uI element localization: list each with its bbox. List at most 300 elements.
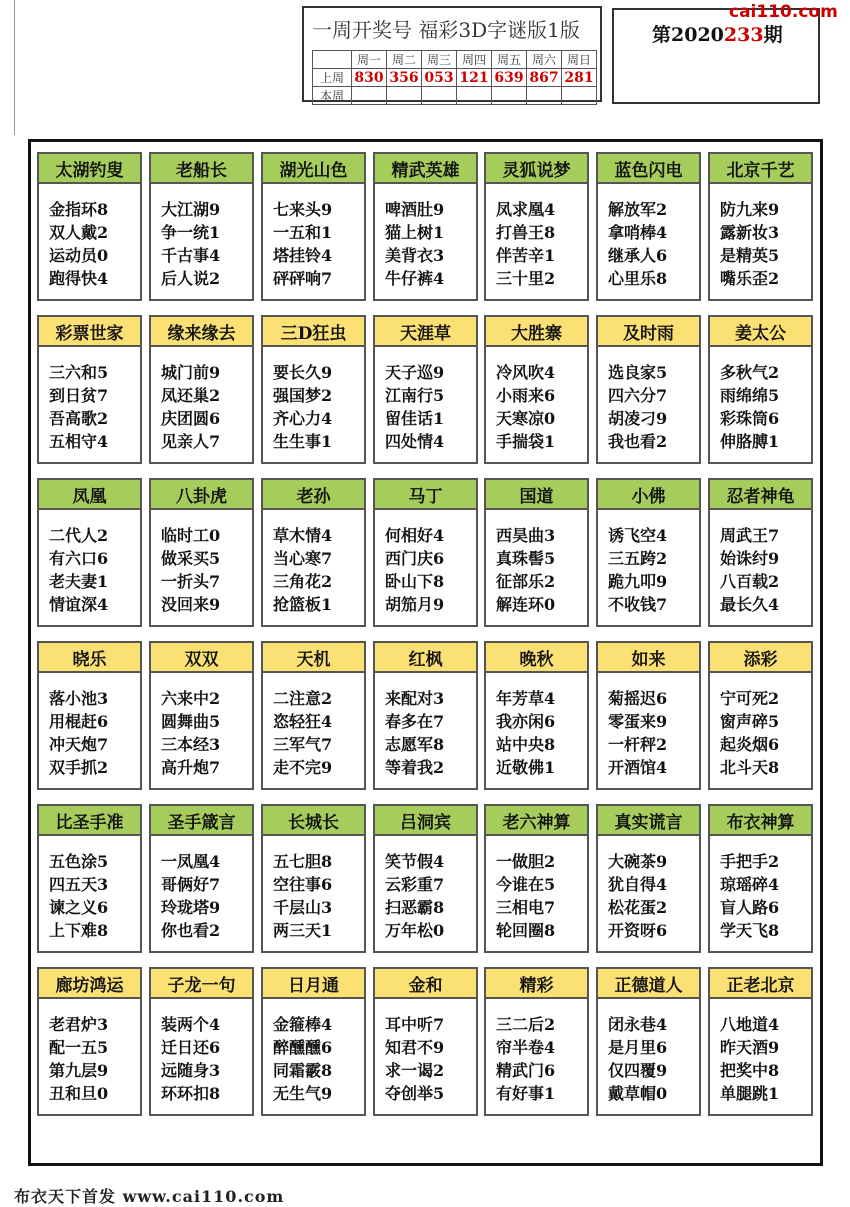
puzzle-line: 六来中2 bbox=[161, 689, 221, 708]
card-title: 精彩 bbox=[486, 969, 587, 999]
puzzle-line: 装两个4 bbox=[161, 1015, 221, 1034]
puzzle-line: 高升炮7 bbox=[161, 758, 221, 777]
puzzle-line: 双人戴2 bbox=[49, 223, 109, 242]
puzzle-line: 春多在7 bbox=[385, 712, 445, 731]
puzzle-card bbox=[708, 478, 813, 627]
puzzle-line: 庆团圆6 bbox=[161, 409, 221, 428]
puzzle-line: 二代人2 bbox=[49, 526, 109, 545]
day-header: 周二 bbox=[387, 51, 422, 69]
puzzle-line: 万年松0 bbox=[385, 921, 445, 940]
puzzle-line: 露新妆3 bbox=[720, 223, 780, 242]
puzzle-card bbox=[708, 804, 813, 953]
puzzle-line: 继承人6 bbox=[608, 246, 668, 265]
puzzle-card bbox=[149, 315, 254, 464]
puzzle-line: 草木情4 bbox=[273, 526, 333, 545]
puzzle-line: 你也看2 bbox=[161, 921, 221, 940]
puzzle-line: 诱飞空4 bbox=[608, 526, 668, 545]
puzzle-line: 等着我2 bbox=[385, 758, 445, 777]
card-title: 及时雨 bbox=[598, 317, 699, 347]
puzzle-line: 一杆秤2 bbox=[608, 735, 668, 754]
puzzle-card bbox=[596, 152, 701, 301]
issue-label bbox=[652, 20, 783, 47]
puzzle-line: 天寒凉0 bbox=[496, 409, 556, 428]
puzzle-line: 江南行5 bbox=[385, 386, 445, 405]
puzzle-line: 无生气9 bbox=[273, 1084, 333, 1103]
issue-prefix: 第2020 bbox=[652, 24, 724, 46]
puzzle-line: 强国梦2 bbox=[273, 386, 333, 405]
puzzle-card bbox=[149, 478, 254, 627]
card-items bbox=[263, 184, 364, 290]
puzzle-line: 戴草帽0 bbox=[608, 1084, 668, 1103]
puzzle-card bbox=[149, 641, 254, 790]
empty-cell bbox=[422, 87, 457, 105]
card-title: 精武英雄 bbox=[375, 154, 476, 184]
puzzle-line: 二注意2 bbox=[273, 689, 333, 708]
card-title: 圣手箴言 bbox=[151, 806, 252, 836]
draw-number: 356 bbox=[387, 69, 422, 87]
puzzle-line: 齐心力4 bbox=[273, 409, 333, 428]
empty-cell bbox=[492, 87, 527, 105]
puzzle-line: 城门前9 bbox=[161, 363, 221, 382]
card-title: 晚秋 bbox=[486, 643, 587, 673]
card-title: 吕洞宾 bbox=[375, 806, 476, 836]
puzzle-line: 何相好4 bbox=[385, 526, 445, 545]
puzzle-line: 轮回圈8 bbox=[496, 921, 556, 940]
this-week-label: 本周 bbox=[313, 87, 352, 105]
puzzle-card bbox=[373, 641, 478, 790]
puzzle-line: 落小池3 bbox=[49, 689, 109, 708]
puzzle-card bbox=[373, 315, 478, 464]
card-title: 小佛 bbox=[598, 480, 699, 510]
card-items bbox=[710, 347, 811, 453]
puzzle-line: 解放军2 bbox=[608, 200, 668, 219]
day-header: 周一 bbox=[352, 51, 387, 69]
puzzle-card bbox=[37, 804, 142, 953]
draw-number: 053 bbox=[422, 69, 457, 87]
puzzle-line: 大江湖9 bbox=[161, 200, 221, 219]
puzzle-line: 老君炉3 bbox=[49, 1015, 109, 1034]
puzzle-line: 情谊深4 bbox=[49, 595, 109, 614]
puzzle-line: 闭永巷4 bbox=[608, 1015, 668, 1034]
puzzle-line: 金指环8 bbox=[49, 200, 109, 219]
puzzle-line: 八地道4 bbox=[720, 1015, 780, 1034]
puzzle-line: 云彩重7 bbox=[385, 875, 445, 894]
puzzle-line: 嘴乐歪2 bbox=[720, 269, 780, 288]
puzzle-card bbox=[596, 804, 701, 953]
puzzle-line: 始诛纣9 bbox=[720, 549, 780, 568]
puzzle-card bbox=[708, 641, 813, 790]
card-items bbox=[375, 510, 476, 616]
puzzle-line: 是月里6 bbox=[608, 1038, 668, 1057]
card-items bbox=[710, 673, 811, 779]
puzzle-line: 三军气7 bbox=[273, 735, 333, 754]
puzzle-line: 运动员0 bbox=[49, 246, 109, 265]
puzzle-line: 后人说2 bbox=[161, 269, 221, 288]
puzzle-line: 五七胆8 bbox=[273, 852, 333, 871]
puzzle-line: 千层山3 bbox=[273, 898, 333, 917]
puzzle-line: 有六口6 bbox=[49, 549, 109, 568]
puzzle-line: 三角花2 bbox=[273, 572, 333, 591]
puzzle-line: 小雨来6 bbox=[496, 386, 556, 405]
card-items bbox=[598, 836, 699, 942]
card-title: 布衣神算 bbox=[710, 806, 811, 836]
puzzle-line: 松花蛋2 bbox=[608, 898, 668, 917]
puzzle-line: 五相守4 bbox=[49, 432, 109, 451]
card-title: 日月通 bbox=[263, 969, 364, 999]
puzzle-line: 谏之义6 bbox=[49, 898, 109, 917]
card-items bbox=[39, 184, 140, 290]
card-title: 三D狂虫 bbox=[263, 317, 364, 347]
puzzle-card bbox=[261, 152, 366, 301]
puzzle-line: 求一谒2 bbox=[385, 1061, 445, 1080]
card-items bbox=[486, 510, 587, 616]
card-title: 缘来缘去 bbox=[151, 317, 252, 347]
card-items bbox=[710, 836, 811, 942]
card-items bbox=[39, 347, 140, 453]
puzzle-line: 是精英5 bbox=[720, 246, 780, 265]
card-title: 北京千艺 bbox=[710, 154, 811, 184]
puzzle-line: 空往事6 bbox=[273, 875, 333, 894]
puzzle-line: 两三天1 bbox=[273, 921, 333, 940]
puzzle-line: 塔挂铃4 bbox=[273, 246, 333, 265]
puzzle-line: 配一五5 bbox=[49, 1038, 109, 1057]
puzzle-line: 宁可死2 bbox=[720, 689, 780, 708]
puzzle-line: 醉醺醺6 bbox=[273, 1038, 333, 1057]
puzzle-card bbox=[484, 478, 589, 627]
puzzle-line: 心里乐8 bbox=[608, 269, 668, 288]
card-items bbox=[375, 836, 476, 942]
puzzle-line: 临时工0 bbox=[161, 526, 221, 545]
puzzle-line: 三十里2 bbox=[496, 269, 556, 288]
puzzle-line: 抢篮板1 bbox=[273, 595, 333, 614]
card-title: 忍者神龟 bbox=[710, 480, 811, 510]
puzzle-line: 吾高歌2 bbox=[49, 409, 109, 428]
puzzle-card bbox=[596, 478, 701, 627]
puzzle-line: 西门庆6 bbox=[385, 549, 445, 568]
card-title: 老六神算 bbox=[486, 806, 587, 836]
puzzle-card bbox=[596, 315, 701, 464]
puzzle-line: 凤求凰4 bbox=[496, 200, 556, 219]
puzzle-line: 七来头9 bbox=[273, 200, 333, 219]
puzzle-card bbox=[708, 967, 813, 1116]
card-title: 添彩 bbox=[710, 643, 811, 673]
puzzle-card bbox=[37, 478, 142, 627]
card-title: 双双 bbox=[151, 643, 252, 673]
table-header-row bbox=[313, 51, 597, 69]
puzzle-card bbox=[484, 315, 589, 464]
puzzle-line: 夺创举5 bbox=[385, 1084, 445, 1103]
puzzle-line: 大碗茶9 bbox=[608, 852, 668, 871]
puzzle-card bbox=[37, 641, 142, 790]
card-items bbox=[598, 673, 699, 779]
card-title: 凤凰 bbox=[39, 480, 140, 510]
puzzle-line: 同霜霰8 bbox=[273, 1061, 333, 1080]
puzzle-card bbox=[37, 315, 142, 464]
card-items bbox=[598, 999, 699, 1105]
day-header: 周三 bbox=[422, 51, 457, 69]
card-items bbox=[486, 836, 587, 942]
this-week-row bbox=[313, 87, 597, 105]
puzzle-line: 圆舞曲5 bbox=[161, 712, 221, 731]
draw-results-box bbox=[302, 6, 602, 102]
puzzle-line: 来配对3 bbox=[385, 689, 445, 708]
card-items bbox=[598, 347, 699, 453]
puzzle-line: 争一统1 bbox=[161, 223, 221, 242]
draw-results-title: 一周开奖号 福彩3D字谜版1版 bbox=[312, 18, 580, 42]
puzzle-line: 三六和5 bbox=[49, 363, 109, 382]
puzzle-line: 当心寒7 bbox=[273, 549, 333, 568]
puzzle-line: 恣轻狂4 bbox=[273, 712, 333, 731]
puzzle-line: 零蛋来9 bbox=[608, 712, 668, 731]
puzzle-line: 仅四覆9 bbox=[608, 1061, 668, 1080]
card-items bbox=[151, 510, 252, 616]
puzzle-line: 一五和1 bbox=[273, 223, 333, 242]
puzzle-line: 伴苦辛1 bbox=[496, 246, 556, 265]
puzzle-card bbox=[37, 152, 142, 301]
draw-number: 639 bbox=[492, 69, 527, 87]
puzzle-line: 真珠髻5 bbox=[496, 549, 556, 568]
puzzle-line: 卧山下8 bbox=[385, 572, 445, 591]
empty-cell bbox=[352, 87, 387, 105]
card-items bbox=[151, 673, 252, 779]
card-items bbox=[39, 999, 140, 1105]
draw-number: 121 bbox=[457, 69, 492, 87]
puzzle-line: 胡凌刁9 bbox=[608, 409, 668, 428]
puzzle-card bbox=[149, 152, 254, 301]
day-header: 周五 bbox=[492, 51, 527, 69]
puzzle-card bbox=[373, 478, 478, 627]
puzzle-line: 一凤凰4 bbox=[161, 852, 221, 871]
puzzle-line: 我也看2 bbox=[608, 432, 668, 451]
card-title: 正德道人 bbox=[598, 969, 699, 999]
puzzle-card bbox=[261, 315, 366, 464]
card-title: 如来 bbox=[598, 643, 699, 673]
footer-credit: 布衣天下首发 www.cai110.com bbox=[14, 1187, 285, 1206]
draw-number: 867 bbox=[527, 69, 562, 87]
puzzle-line: 猫上树1 bbox=[385, 223, 445, 242]
puzzle-line: 周武王7 bbox=[720, 526, 780, 545]
puzzle-card bbox=[261, 804, 366, 953]
puzzle-line: 解连环0 bbox=[496, 595, 556, 614]
puzzle-line: 北斗天8 bbox=[720, 758, 780, 777]
puzzle-line: 双手抓2 bbox=[49, 758, 109, 777]
puzzle-card bbox=[149, 804, 254, 953]
day-header: 周四 bbox=[457, 51, 492, 69]
card-items bbox=[263, 673, 364, 779]
puzzle-line: 不收钱7 bbox=[608, 595, 668, 614]
card-items bbox=[263, 999, 364, 1105]
puzzle-line: 用棍赶6 bbox=[49, 712, 109, 731]
puzzle-line: 多秋气2 bbox=[720, 363, 780, 382]
card-title: 蓝色闪电 bbox=[598, 154, 699, 184]
card-title: 金和 bbox=[375, 969, 476, 999]
puzzle-card bbox=[261, 967, 366, 1116]
puzzle-line: 四处情4 bbox=[385, 432, 445, 451]
card-items bbox=[598, 510, 699, 616]
card-items bbox=[710, 184, 811, 290]
puzzle-line: 起炎烟6 bbox=[720, 735, 780, 754]
puzzle-card bbox=[596, 967, 701, 1116]
puzzle-line: 千古事4 bbox=[161, 246, 221, 265]
puzzle-line: 打兽王8 bbox=[496, 223, 556, 242]
puzzle-card bbox=[708, 315, 813, 464]
puzzle-line: 手把手2 bbox=[720, 852, 780, 871]
card-title: 彩票世家 bbox=[39, 317, 140, 347]
card-title: 天机 bbox=[263, 643, 364, 673]
card-title: 老孙 bbox=[263, 480, 364, 510]
puzzle-line: 胡笳月9 bbox=[385, 595, 445, 614]
puzzle-line: 做采买5 bbox=[161, 549, 221, 568]
puzzle-card bbox=[37, 967, 142, 1116]
card-title: 子龙一句 bbox=[151, 969, 252, 999]
card-title: 灵狐说梦 bbox=[486, 154, 587, 184]
puzzle-line: 窗声碎5 bbox=[720, 712, 780, 731]
card-title: 马丁 bbox=[375, 480, 476, 510]
puzzle-line: 牛仔裤4 bbox=[385, 269, 445, 288]
puzzle-card bbox=[373, 804, 478, 953]
card-items bbox=[486, 184, 587, 290]
puzzle-line: 一做胆2 bbox=[496, 852, 556, 871]
day-header: 周日 bbox=[562, 51, 597, 69]
draw-results-table bbox=[312, 50, 597, 105]
puzzle-line: 四六分7 bbox=[608, 386, 668, 405]
puzzle-line: 我亦闲6 bbox=[496, 712, 556, 731]
card-items bbox=[263, 347, 364, 453]
puzzle-line: 站中央8 bbox=[496, 735, 556, 754]
last-week-label: 上周 bbox=[313, 69, 352, 87]
puzzle-line: 八百载2 bbox=[720, 572, 780, 591]
puzzle-line: 冲天炮7 bbox=[49, 735, 109, 754]
puzzle-line: 留佳话1 bbox=[385, 409, 445, 428]
puzzle-line: 三相电7 bbox=[496, 898, 556, 917]
card-title: 比圣手准 bbox=[39, 806, 140, 836]
puzzle-line: 跪九叩9 bbox=[608, 572, 668, 591]
brand-watermark: cai110.com bbox=[729, 2, 838, 22]
puzzle-line: 犹自得4 bbox=[608, 875, 668, 894]
last-week-row bbox=[313, 69, 597, 87]
puzzle-line: 把奖中8 bbox=[720, 1061, 780, 1080]
puzzle-line: 一折头7 bbox=[161, 572, 221, 591]
card-items bbox=[375, 184, 476, 290]
card-title: 太湖钓叟 bbox=[39, 154, 140, 184]
puzzle-line: 雨绵绵5 bbox=[720, 386, 780, 405]
puzzle-line: 金箍棒4 bbox=[273, 1015, 333, 1034]
puzzle-line: 昨天酒9 bbox=[720, 1038, 780, 1057]
card-items bbox=[151, 347, 252, 453]
puzzle-card bbox=[373, 152, 478, 301]
puzzle-card bbox=[484, 967, 589, 1116]
card-items bbox=[151, 999, 252, 1105]
puzzle-line: 今谁在5 bbox=[496, 875, 556, 894]
card-title: 姜太公 bbox=[710, 317, 811, 347]
card-title: 晓乐 bbox=[39, 643, 140, 673]
puzzle-line: 哥俩好7 bbox=[161, 875, 221, 894]
puzzle-line: 精武门6 bbox=[496, 1061, 556, 1080]
card-items bbox=[39, 510, 140, 616]
puzzle-line: 拿哨棒4 bbox=[608, 223, 668, 242]
puzzle-card bbox=[484, 641, 589, 790]
puzzle-line: 彩珠筒6 bbox=[720, 409, 780, 428]
card-title: 长城长 bbox=[263, 806, 364, 836]
puzzle-line: 伸胳膊1 bbox=[720, 432, 780, 451]
puzzle-line: 年芳草4 bbox=[496, 689, 556, 708]
puzzle-line: 迁日还6 bbox=[161, 1038, 221, 1057]
puzzle-line: 美背衣3 bbox=[385, 246, 445, 265]
card-title: 国道 bbox=[486, 480, 587, 510]
puzzle-line: 老夫妻1 bbox=[49, 572, 109, 591]
issue-box bbox=[612, 8, 820, 104]
puzzle-line: 西昊曲3 bbox=[496, 526, 556, 545]
puzzle-line: 三本经3 bbox=[161, 735, 221, 754]
card-items bbox=[375, 999, 476, 1105]
empty-cell bbox=[562, 87, 597, 105]
card-items bbox=[39, 836, 140, 942]
puzzle-line: 三二后2 bbox=[496, 1015, 556, 1034]
card-items bbox=[263, 510, 364, 616]
empty-cell bbox=[527, 87, 562, 105]
day-header: 周六 bbox=[527, 51, 562, 69]
card-items bbox=[486, 999, 587, 1105]
card-items bbox=[151, 836, 252, 942]
puzzle-line: 没回来9 bbox=[161, 595, 221, 614]
puzzle-line: 选良家5 bbox=[608, 363, 668, 382]
issue-suffix: 期 bbox=[763, 24, 783, 46]
puzzle-line: 学天飞8 bbox=[720, 921, 780, 940]
puzzle-card bbox=[484, 804, 589, 953]
puzzle-line: 天子巡9 bbox=[385, 363, 445, 382]
card-items bbox=[486, 673, 587, 779]
puzzle-line: 上下难8 bbox=[49, 921, 109, 940]
puzzle-line: 志愿军8 bbox=[385, 735, 445, 754]
card-title: 八卦虎 bbox=[151, 480, 252, 510]
table-corner-cell bbox=[313, 51, 352, 69]
puzzle-line: 盲人路6 bbox=[720, 898, 780, 917]
puzzle-line: 丑和旦0 bbox=[49, 1084, 109, 1103]
card-items bbox=[710, 510, 811, 616]
puzzle-line: 扫恶霸8 bbox=[385, 898, 445, 917]
card-title: 天涯草 bbox=[375, 317, 476, 347]
puzzle-line: 开酒馆4 bbox=[608, 758, 668, 777]
puzzle-line: 菊摇迟6 bbox=[608, 689, 668, 708]
puzzle-card bbox=[261, 478, 366, 627]
puzzle-card bbox=[261, 641, 366, 790]
card-title: 大胜寨 bbox=[486, 317, 587, 347]
card-title: 真实谎言 bbox=[598, 806, 699, 836]
card-items bbox=[39, 673, 140, 779]
puzzle-line: 啤酒肚9 bbox=[385, 200, 445, 219]
empty-cell bbox=[387, 87, 422, 105]
puzzle-line: 防九来9 bbox=[720, 200, 780, 219]
puzzle-line: 耳中听7 bbox=[385, 1015, 445, 1034]
puzzle-card bbox=[708, 152, 813, 301]
card-items bbox=[375, 347, 476, 453]
puzzle-line: 征部乐2 bbox=[496, 572, 556, 591]
puzzle-line: 有好事1 bbox=[496, 1084, 556, 1103]
draw-number: 281 bbox=[562, 69, 597, 87]
puzzle-line: 五色涂5 bbox=[49, 852, 109, 871]
puzzle-line: 第九层9 bbox=[49, 1061, 109, 1080]
puzzle-line: 见亲人7 bbox=[161, 432, 221, 451]
empty-cell bbox=[457, 87, 492, 105]
puzzle-line: 到日贫7 bbox=[49, 386, 109, 405]
puzzle-line: 三五跨2 bbox=[608, 549, 668, 568]
puzzle-line: 最长久4 bbox=[720, 595, 780, 614]
card-title: 正老北京 bbox=[710, 969, 811, 999]
puzzle-line: 环环扣8 bbox=[161, 1084, 221, 1103]
card-title: 湖光山色 bbox=[263, 154, 364, 184]
puzzle-line: 近敬佛1 bbox=[496, 758, 556, 777]
puzzle-line: 跑得快4 bbox=[49, 269, 109, 288]
